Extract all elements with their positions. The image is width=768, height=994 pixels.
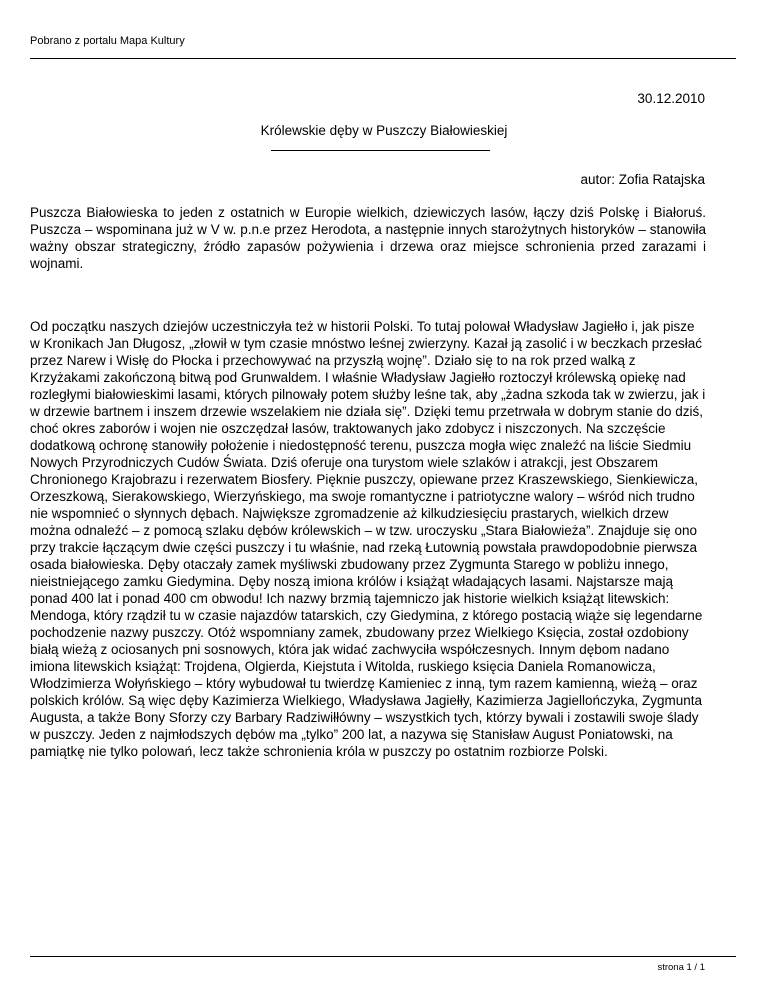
- page-number: strona 1 / 1: [657, 962, 705, 973]
- title-underline: [271, 150, 490, 151]
- footer-divider: [30, 956, 736, 957]
- header-divider: [30, 58, 736, 59]
- article-title: Królewskie dęby w Puszczy Białowieskiej: [260, 123, 508, 138]
- article-paragraph-main: Od początku naszych dziejów uczestniczyła też w historii Polski. To tutaj polował Władysław Jagiełło i, jak pisze w Kronikach Jan Długosz, „złowił w tym czasie mnóstwo leśnej zwierzyny. Kazał ją zasolić i w beczkach przesłać przez Narew i Wisłę do Płocka i przechowywać na przyszłą wojnę”. Działo się to na rok przed walką z Krzyżakami zakończoną bitwą pod Grunwaldem. I właśnie Władysław Jagiełło roztoczył królewską opiekę nad rozległymi białowieskimi lasami, których pilnowały potem służby leśne tak, aby „żadna szkoda tak w zwierzu, jak i w drzewie bartnem i inszem drzewie wszelakiem nie działa się”. Dzięki temu przetrwała w dobrym stanie do dziś, choć okres zaborów i wojen nie oszczędzał lasów, traktowanych jako zdobycz i niszczonych. Na szczęście dodatkową ochronę stanowiły położenie i niedostępność terenu, puszcza mogła więc znaleźć na liście Siedmiu Nowych Przyrodniczych Cudów Świata. Dziś oferuje ona turystom wiele szlaków i atrakcji, jest Obszarem Chronionego Krajobrazu i rezerwatem Biosfery. Pięknie puszczy, opiewane przez Kraszewskiego, Sienkiewicza, Orzeszkową, Sierakowskiego, Wierzyńskiego, ma swoje romantyczne i patriotyczne walory – wśród nich trudno nie wspomnieć o słynnych dębach. Największe zgromadzenie aż kilkudziesięciu prastarych, wielkich drzew można odnaleźć – z pomocą szlaku dębów królewskich – w tzw. uroczysku „Stara Białowieża”. Znajduje się ono przy trakcie łączącym dwie części puszczy i tu właśnie, nad rzeką Łutownią powstała prawdopodobnie pierwsza osada białowieska. Dęby otaczały zamek myśliwski zbudowany przez Zygmunta Starego w pobliżu innego, nieistniejącego zamku Giedymina. Dęby noszą imiona królów i książąt władających lasami. Najstarsze mają ponad 400 lat i ponad 400 cm obwodu! Ich nazwy brzmią tajemniczo jak historie wielkich książąt litewskich: Mendoga, który rządził tu w czasie najazdów tatarskich, czy Giedymina, z którego postacią wiąże się legendarne pochodzenie nazwy puszczy. Otóż wspomniany zamek, zbudowany przez Wielkiego Księcia, został ozdobiony białą wieżą z ociosanych pni sosnowych, która jak widać zachwyciła współczesnych. Innym dębom nadano imiona litewskich książąt: Trojdena, Olgierda, Kiejstuta i Witolda, ruskiego księcia Daniela Romanowicza, Włodzimierza Wołyńskiego – który wybudował tu twierdzę Kamieniec z inną, tym razem kamienną, wieżą – oraz polskich królów. Są więc dęby Kazimierza Wielkiego, Władysława Jagiełły, Kazimierza Jagiellończyka, Zygmunta Augusta, a także Bony Sforzy czy Barbary Radziwiłłówny – wszystkich tych, którzy bywali i zostawili swoje ślady w puszczy. Jeden z najmłodszych dębów ma „tylko” 200 lat, a nazywa się Stanisław August Poniatowski, na pamiątkę nie tylko polowań, lecz także schronienia króla w puszczy po ostatnim rozbiorze Polski.: [30, 319, 706, 759]
- page-header-source: Pobrano z portalu Mapa Kultury: [30, 35, 185, 47]
- article-paragraph-intro: Puszcza Białowieska to jeden z ostatnich w Europie wielkich, dziewiczych lasów, łączy dziś Polskę i Białoruś. Puszcza – wspominana już w V w. p.n.e przez Herodota, a następnie innych starożytnych historyków – stanowiła ważny obszar strategiczny, źródło zapasów pożywienia i drzewa oraz miejsce schronienia przed zarazami i wojnami.: [30, 205, 706, 271]
- article-date: 30.12.2010: [637, 91, 705, 106]
- article-author: autor: Zofia Ratajska: [580, 172, 705, 187]
